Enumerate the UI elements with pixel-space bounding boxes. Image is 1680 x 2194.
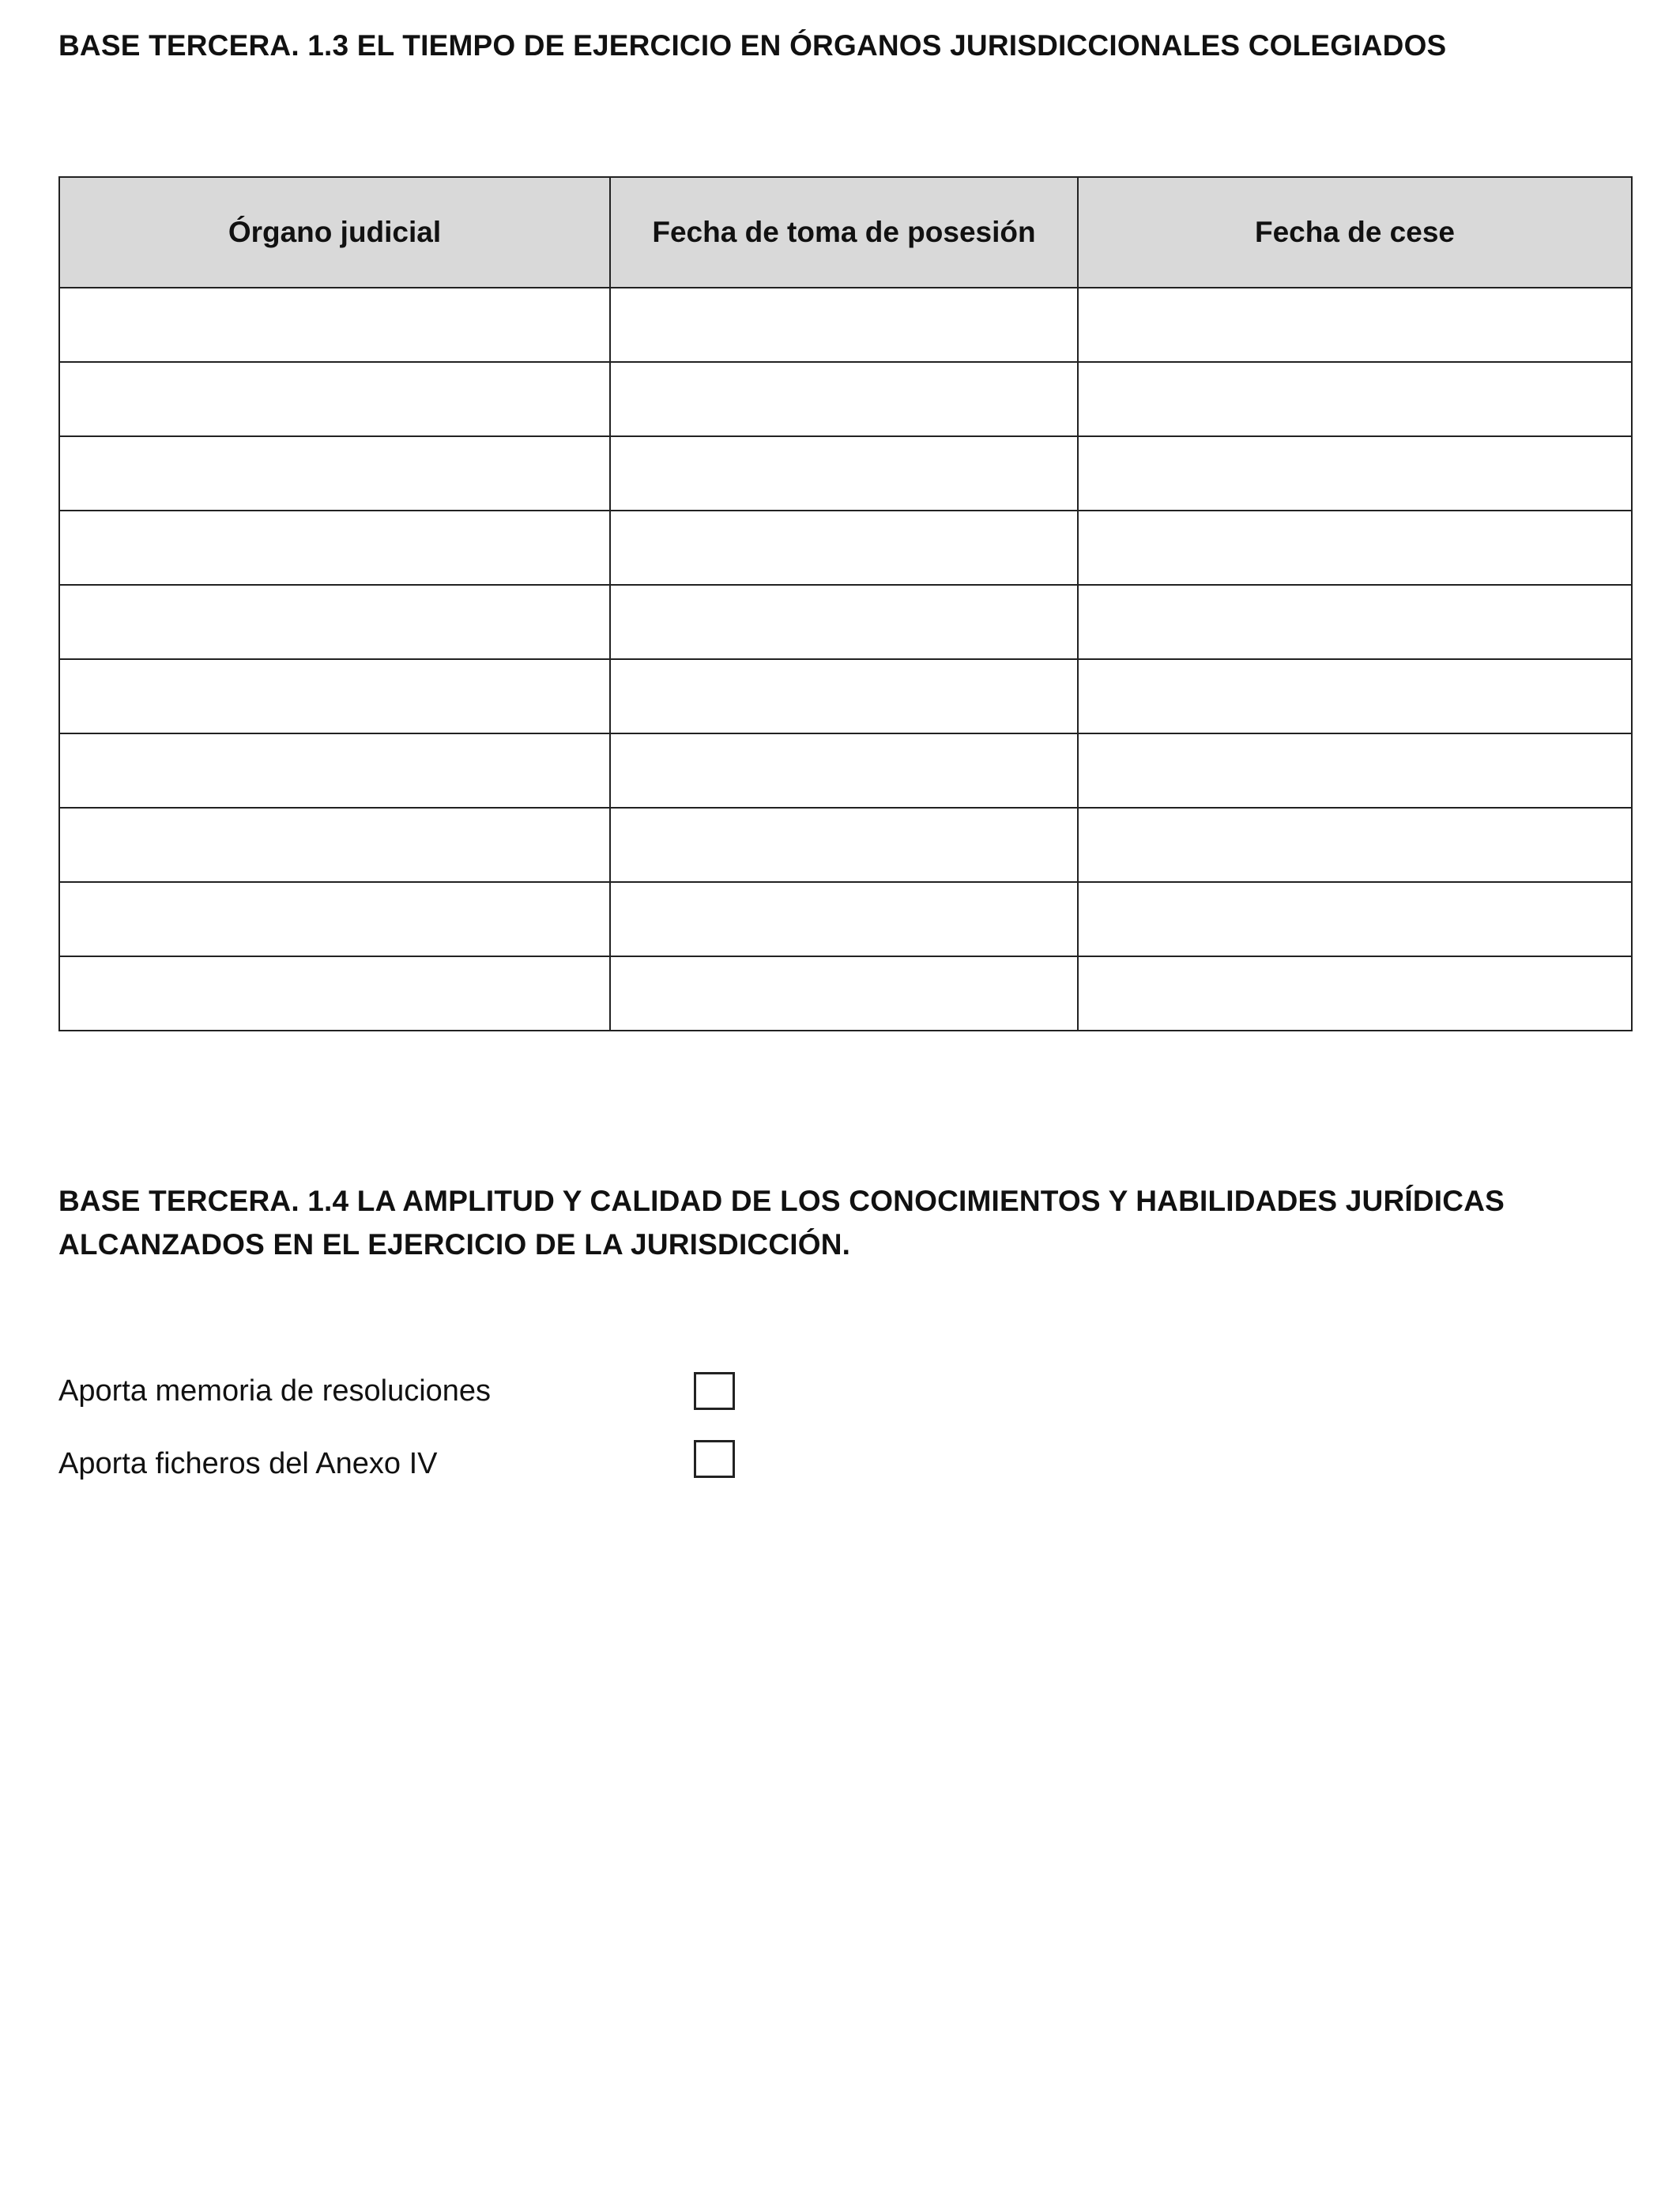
section-1-3-title: BASE TERCERA. 1.3 EL TIEMPO DE EJERCICIO EN ÓRGANOS JURISDICCIONALES COLEGIADOS: [58, 29, 1447, 62]
organo-judicial-cell[interactable]: [59, 733, 610, 808]
fecha-toma-posesion-cell[interactable]: [610, 733, 1078, 808]
fecha-toma-posesion-cell[interactable]: [610, 882, 1078, 956]
fecha-cese-cell[interactable]: [1078, 585, 1632, 659]
table-row: [59, 288, 1632, 362]
fecha-toma-posesion-cell[interactable]: [610, 362, 1078, 436]
ficheros-anexo-iv-label: Aporta ficheros del Anexo IV: [58, 1447, 438, 1480]
organo-judicial-cell[interactable]: [59, 288, 610, 362]
organo-judicial-cell[interactable]: [59, 659, 610, 733]
fecha-toma-posesion-cell[interactable]: [610, 808, 1078, 882]
fecha-cese-cell[interactable]: [1078, 659, 1632, 733]
organo-judicial-cell[interactable]: [59, 956, 610, 1031]
fecha-cese-cell[interactable]: [1078, 436, 1632, 511]
fecha-toma-posesion-cell[interactable]: [610, 288, 1078, 362]
ficheros-anexo-iv-row: [58, 1440, 770, 1487]
table-row: [59, 585, 1632, 659]
fecha-toma-posesion-cell[interactable]: [610, 511, 1078, 585]
ficheros-anexo-iv-checkbox[interactable]: [694, 1440, 735, 1478]
fecha-cese-cell[interactable]: [1078, 956, 1632, 1031]
header-fecha-toma-posesion: Fecha de toma de posesión: [610, 177, 1078, 288]
fecha-cese-cell[interactable]: [1078, 511, 1632, 585]
section-1-4-title: BASE TERCERA. 1.4 LA AMPLITUD Y CALIDAD DE LOS CONOCIMIENTOS Y HABILIDADES JURÍDICAS ALCANZADOS EN EL EJERCICIO DE LA JURISDICCIÓN.: [58, 1185, 1505, 1261]
table-row: [59, 808, 1632, 882]
table-row: [59, 956, 1632, 1031]
organo-judicial-cell[interactable]: [59, 362, 610, 436]
fecha-toma-posesion-cell[interactable]: [610, 956, 1078, 1031]
fecha-cese-cell[interactable]: [1078, 882, 1632, 956]
table-row: [59, 436, 1632, 511]
memoria-resoluciones-label: Aporta memoria de resoluciones: [58, 1374, 492, 1408]
header-organo-judicial: Órgano judicial: [59, 177, 610, 288]
organo-judicial-cell[interactable]: [59, 808, 610, 882]
fecha-cese-cell[interactable]: [1078, 733, 1632, 808]
table-row: [59, 362, 1632, 436]
table-row: [59, 511, 1632, 585]
table-row: [59, 659, 1632, 733]
table-row: [59, 882, 1632, 956]
fecha-toma-posesion-cell[interactable]: [610, 585, 1078, 659]
organo-judicial-cell[interactable]: [59, 511, 610, 585]
header-fecha-cese: Fecha de cese: [1078, 177, 1632, 288]
colegiados-table: [58, 176, 1633, 1031]
memoria-resoluciones-row: [58, 1367, 770, 1415]
organo-judicial-cell[interactable]: [59, 436, 610, 511]
table-row: [59, 733, 1632, 808]
memoria-resoluciones-checkbox[interactable]: [694, 1372, 735, 1410]
fecha-cese-cell[interactable]: [1078, 288, 1632, 362]
organo-judicial-cell[interactable]: [59, 585, 610, 659]
table-header-row: [59, 177, 1632, 288]
fecha-cese-cell[interactable]: [1078, 362, 1632, 436]
fecha-toma-posesion-cell[interactable]: [610, 436, 1078, 511]
fecha-toma-posesion-cell[interactable]: [610, 659, 1078, 733]
fecha-cese-cell[interactable]: [1078, 808, 1632, 882]
organo-judicial-cell[interactable]: [59, 882, 610, 956]
